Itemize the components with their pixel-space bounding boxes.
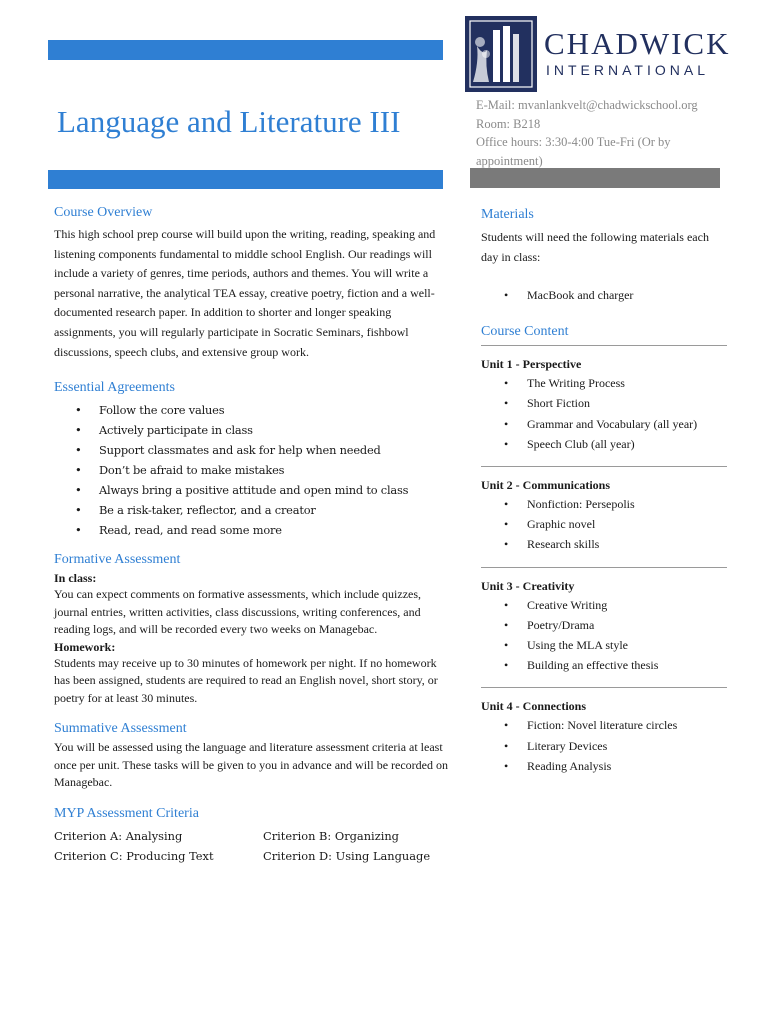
list-item: • Always bring a positive attitude and open mind to class: [54, 480, 454, 500]
list-item: • Reading Analysis: [481, 756, 727, 776]
contact-room: Room: B218: [476, 116, 541, 131]
unit-2: [481, 476, 727, 555]
materials-heading: Materials: [481, 207, 534, 222]
criterion-d: Criterion D: Using Language: [263, 848, 431, 863]
school-logo: [465, 16, 731, 92]
myp-criteria-heading: MYP Assessment Criteria: [54, 805, 199, 821]
list-item: • Poetry/Drama: [481, 615, 727, 635]
criterion-b: Criterion B: Organizing: [263, 828, 399, 843]
divider: [481, 345, 727, 346]
divider: [481, 466, 727, 467]
title-blue-bar: [48, 170, 443, 189]
unit-title: Unit 2 - Communications: [481, 478, 611, 493]
list-item: • Actively participate in class: [54, 420, 454, 440]
list-item: • The Writing Process: [481, 373, 727, 393]
unit-items: [481, 715, 727, 776]
list-item: • Literary Devices: [481, 736, 727, 756]
list-item: • Fiction: Novel literature circles: [481, 715, 727, 735]
list-item: • Nonfiction: Persepolis: [481, 494, 727, 514]
divider: [481, 567, 727, 568]
summative-text: You will be assessed using the language and literature assessment criteria at least once per unit. These tasks will be given to you in advance and will be recorded on Managebac.: [54, 740, 448, 790]
top-blue-bar: [48, 40, 443, 60]
contact-office-hours: Office hours: 3:30-4:00 Tue-Fri (Or by appointment): [476, 135, 671, 168]
right-column: [481, 207, 727, 776]
list-item: • Read, read, and read some more: [54, 520, 454, 540]
list-item: • Be a risk-taker, reflector, and a creator: [54, 500, 454, 520]
list-item: • Research skills: [481, 534, 727, 554]
list-item: • MacBook and charger: [481, 285, 727, 305]
unit-title: Unit 1 - Perspective: [481, 357, 582, 372]
contact-email: E-Mail: mvanlankvelt@chadwickschool.org: [476, 98, 698, 112]
materials-list: [481, 285, 727, 305]
criterion-c: Criterion C: Producing Text: [54, 848, 214, 863]
list-item: • Support classmates and ask for help when needed: [54, 440, 454, 460]
contact-gray-bar: [470, 168, 720, 188]
homework-text: Students may receive up to 30 minutes of homework per night. If no homework has been assigned, students are required to read an English novel, short story, or poetry for at least 30 minutes.: [54, 655, 438, 705]
unit-title: Unit 4 - Connections: [481, 699, 587, 714]
formative-assessment-heading: Formative Assessment: [54, 552, 181, 568]
course-overview-text: This high school prep course will build upon the writing, reading, speaking and listening components fundamental to middle school English. Our readings will include a variety of genres, time periods, authors and themes. You will write a personal narrative, the analytical TEA essay, creative poetry, fiction and a well-documented research paper. In addition to shorter and longer speaking assignments, you will regularly participate in Socratic Seminars, fishbowl discussions, speech clubs, and extensive group work.: [54, 227, 436, 359]
summative-assessment-heading: Summative Assessment: [54, 721, 187, 737]
list-item: • Using the MLA style: [481, 635, 727, 655]
divider: [481, 687, 727, 688]
unit-4: [481, 697, 727, 776]
course-overview-heading: Course Overview: [54, 205, 153, 220]
crest-icon: [465, 16, 537, 92]
list-item: • Building an effective thesis: [481, 655, 727, 675]
logo-subtitle: INTERNATIONAL: [546, 62, 709, 78]
homework-label: Homework:: [54, 639, 116, 654]
myp-criteria-grid: [54, 826, 454, 866]
list-item: • Don’t be afraid to make mistakes: [54, 460, 454, 480]
in-class-text: You can expect comments on formative assessments, which include quizzes, journal entries, written activities, class discussions, writing conferences, and reading logs, and will be recorded every two weeks on Managebac.: [54, 587, 422, 637]
contact-info: [476, 96, 716, 170]
unit-items: [481, 494, 727, 555]
materials-text: Students will need the following materials each day in class:: [481, 230, 709, 264]
page-title: Language and Literature III: [57, 104, 401, 139]
essential-agreements-heading: Essential Agreements: [54, 380, 175, 396]
in-class-label: In class:: [54, 571, 97, 586]
list-item: • Creative Writing: [481, 595, 727, 615]
unit-title: Unit 3 - Creativity: [481, 578, 575, 593]
list-item: • Grammar and Vocabulary (all year): [481, 414, 727, 434]
list-item: • Follow the core values: [54, 400, 454, 420]
course-content-heading: Course Content: [481, 324, 569, 340]
left-column: [54, 205, 454, 866]
unit-1: [481, 355, 727, 454]
unit-3: [481, 577, 727, 676]
logo-name: CHADWICK: [544, 26, 731, 61]
criterion-a: Criterion A: Analysing: [54, 828, 183, 843]
essential-agreements-list: [54, 400, 454, 540]
list-item: • Short Fiction: [481, 393, 727, 413]
list-item: • Graphic novel: [481, 514, 727, 534]
unit-items: [481, 373, 727, 454]
list-item: • Speech Club (all year): [481, 434, 727, 454]
unit-items: [481, 595, 727, 676]
